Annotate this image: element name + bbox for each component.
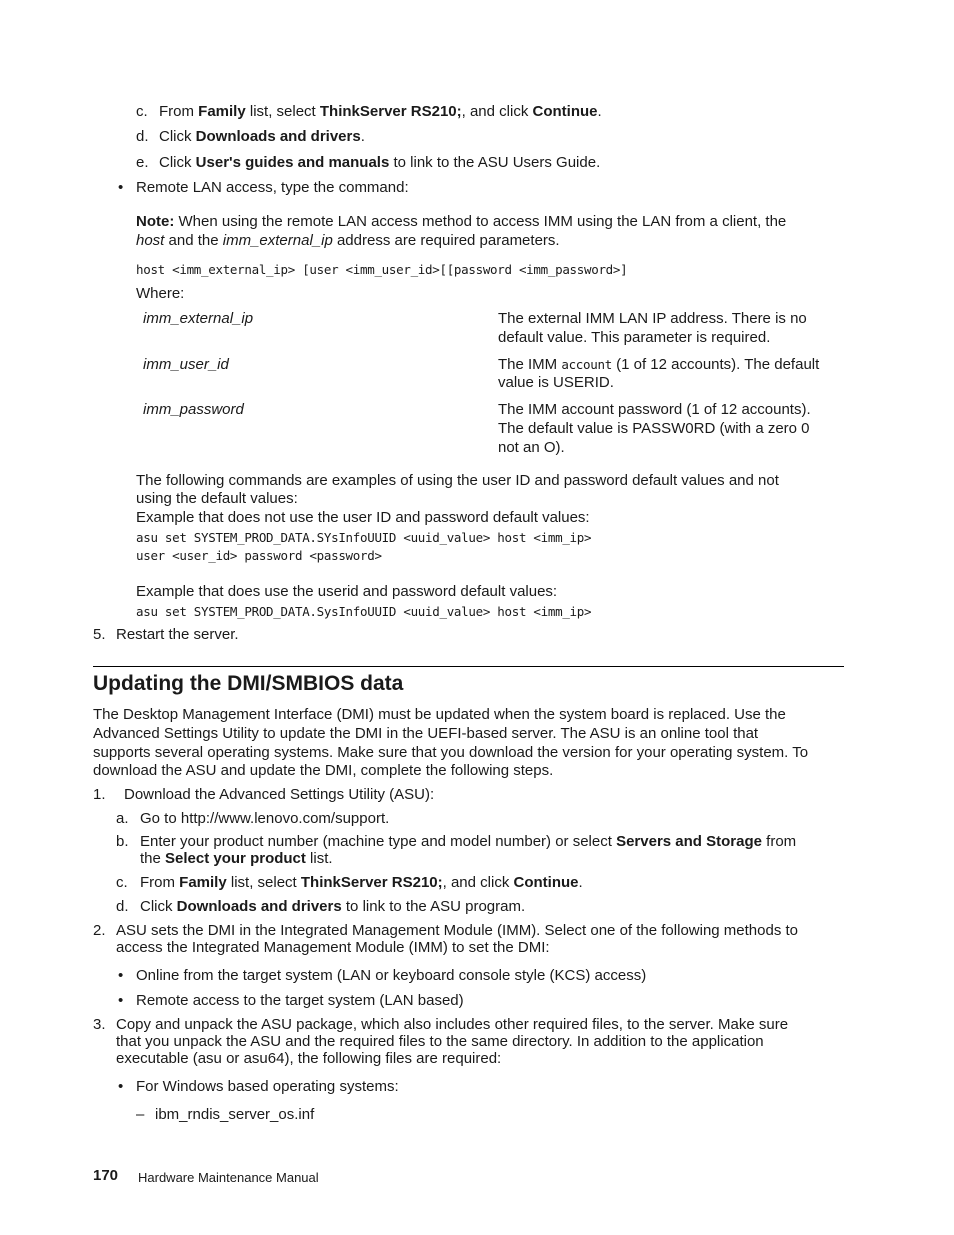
step-1b-marker: b. xyxy=(116,833,129,850)
intro-line: download the ASU and update the DMI, complete the following steps. xyxy=(93,762,554,779)
step-e-marker: e. xyxy=(136,154,149,171)
step-3-bullet: For Windows based operating systems: xyxy=(136,1078,399,1095)
file-name: ibm_rndis_server_os.inf xyxy=(155,1106,315,1123)
step-1c-marker: c. xyxy=(116,874,128,891)
step-5-marker: 5. xyxy=(93,626,106,643)
param-desc: not an O). xyxy=(498,439,565,456)
param-desc: value is USERID. xyxy=(498,374,614,391)
step-1-text: Download the Advanced Settings Utility (ASU): xyxy=(124,786,435,803)
step-c-marker: c. xyxy=(136,103,148,120)
page-number: 170 xyxy=(93,1167,119,1184)
step-1a-text: Go to http://www.lenovo.com/support. xyxy=(140,810,390,827)
param-desc: The default value is PASSW0RD (with a zero 0 xyxy=(498,420,810,437)
section-divider xyxy=(93,666,844,667)
example-1-code: asu set SYSTEM_PROD_DATA.SYsInfoUUID <uuid_value> host <imm_ip> xyxy=(136,530,592,545)
intro-line: supports several operating systems. Make sure that you download the version for your operating system. To xyxy=(93,744,809,761)
step-2-bullet: Online from the target system (LAN or keyboard console style (KCS) access) xyxy=(136,967,647,984)
step-2-bullet: Remote access to the target system (LAN based) xyxy=(136,992,464,1009)
step-d-marker: d. xyxy=(136,128,149,145)
bullet-remote-lan: Remote LAN access, type the command: xyxy=(136,179,409,196)
examples-intro: The following commands are examples of using the user ID and password default values and not xyxy=(136,472,779,489)
step-2-text: access the Integrated Management Module (IMM) to set the DMI: xyxy=(116,939,550,956)
param-desc: default value. This parameter is required. xyxy=(498,329,771,346)
host-command: host <imm_external_ip> [user <imm_user_id>[[password <imm_password>] xyxy=(136,262,628,277)
step-1-marker: 1. xyxy=(93,786,106,803)
bullet-marker: • xyxy=(118,179,124,196)
step-1b-text: Enter your product number (machine type and model number) or select Servers and Storage from xyxy=(140,833,797,850)
step-1d-marker: d. xyxy=(116,898,129,915)
bullet-marker: • xyxy=(118,1078,124,1095)
step-1b-text: the Select your product list. xyxy=(140,850,333,867)
example-1-label: Example that does not use the user ID and password default values: xyxy=(136,509,590,526)
step-3-marker: 3. xyxy=(93,1016,106,1033)
bullet-marker: • xyxy=(118,992,124,1009)
example-2-code: asu set SYSTEM_PROD_DATA.SysInfoUUID <uuid_value> host <imm_ip> xyxy=(136,604,592,619)
intro-line: Advanced Settings Utility to update the DMI in the UEFI-based server. The ASU is an online tool that xyxy=(93,725,759,742)
step-5-text: Restart the server. xyxy=(116,626,239,643)
where-label: Where: xyxy=(136,285,185,302)
param-name: imm_external_ip xyxy=(143,310,254,327)
step-2-text: ASU sets the DMI in the Integrated Management Module (IMM). Select one of the following methods to xyxy=(116,922,799,939)
step-2-marker: 2. xyxy=(93,922,106,939)
note-line-2: host and the imm_external_ip address are required parameters. xyxy=(136,232,560,249)
step-3-text: that you unpack the ASU and the required files to the same directory. In addition to the application xyxy=(116,1033,764,1050)
manual-title: Hardware Maintenance Manual xyxy=(138,1170,319,1185)
param-name: imm_password xyxy=(143,401,244,418)
examples-intro: using the default values: xyxy=(136,490,298,507)
param-desc: The external IMM LAN IP address. There is no xyxy=(498,310,807,327)
note-line-1: Note: When using the remote LAN access method to access IMM using the LAN from a client, the xyxy=(136,213,787,230)
section-heading: Updating the DMI/SMBIOS data xyxy=(93,672,404,695)
step-1a-marker: a. xyxy=(116,810,129,827)
step-c-text: From Family list, select ThinkServer RS210;, and click Continue. xyxy=(159,103,602,120)
step-3-text: executable (asu or asu64), the following files are required: xyxy=(116,1050,502,1067)
example-2-label: Example that does use the userid and password default values: xyxy=(136,583,558,600)
param-desc: The IMM account (1 of 12 accounts). The default xyxy=(498,356,820,373)
intro-line: The Desktop Management Interface (DMI) must be updated when the system board is replaced. Use the xyxy=(93,706,786,723)
step-3-text: Copy and unpack the ASU package, which also includes other required files, to the server. Make sure xyxy=(116,1016,789,1033)
step-1d-text: Click Downloads and drivers to link to the ASU program. xyxy=(140,898,526,915)
dash-marker: – xyxy=(136,1106,145,1123)
bullet-marker: • xyxy=(118,967,124,984)
step-d-text: Click Downloads and drivers. xyxy=(159,128,365,145)
param-name: imm_user_id xyxy=(143,356,229,373)
step-e-text: Click User's guides and manuals to link to the ASU Users Guide. xyxy=(159,154,601,171)
example-1-code: user <user_id> password <password> xyxy=(136,548,382,563)
param-desc: The IMM account password (1 of 12 accounts). xyxy=(498,401,811,418)
step-1c-text: From Family list, select ThinkServer RS210;, and click Continue. xyxy=(140,874,583,891)
